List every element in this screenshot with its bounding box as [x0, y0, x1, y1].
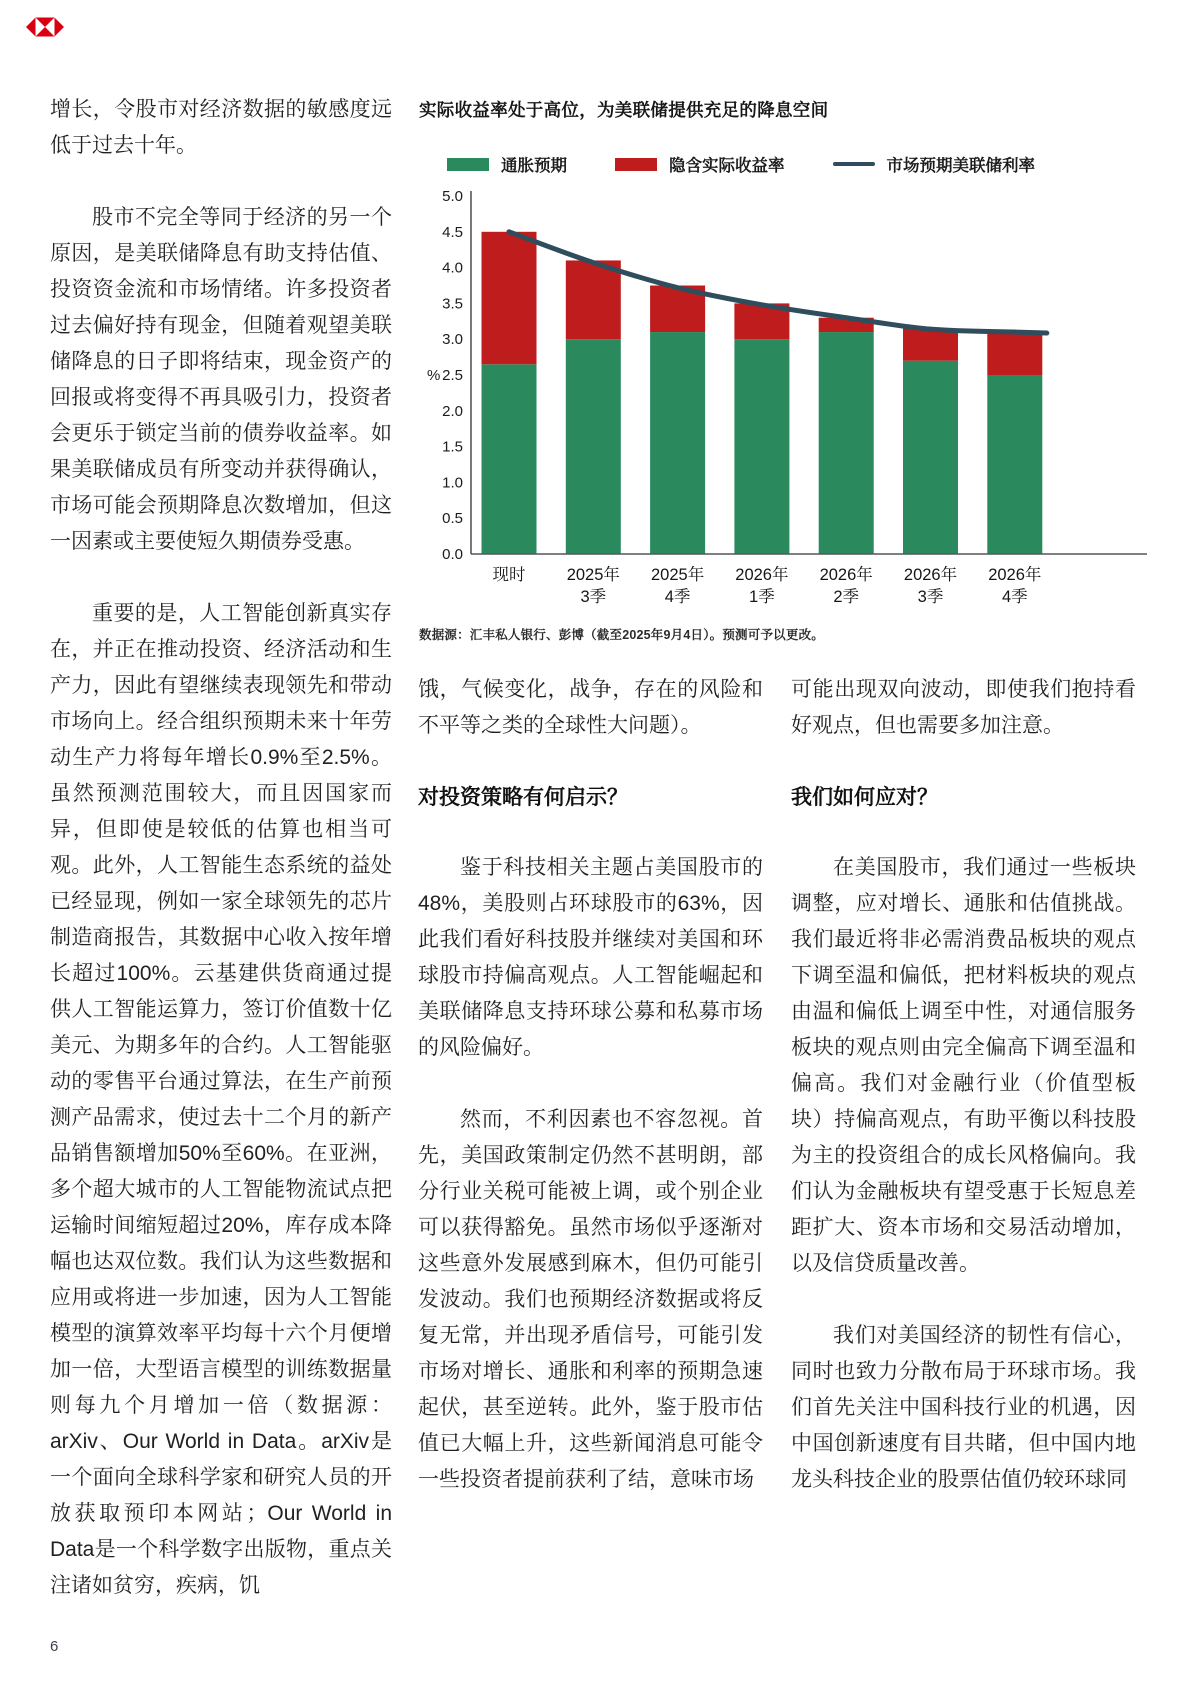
svg-text:2025年4季: 2025年 4季: [650, 566, 705, 606]
legend-swatch-line: [833, 162, 875, 167]
svg-text:0.0: 0.0: [442, 546, 463, 563]
svg-text:2026年2季: 2026年 2季: [819, 566, 873, 606]
svg-text:2026年4季: 2026年 4季: [988, 566, 1042, 606]
legend-label: 市场预期美联储利率: [886, 157, 1035, 175]
svg-text:现时: 现时: [492, 566, 526, 584]
legend-label: 隐含实际收益率: [669, 157, 785, 175]
legend-item-real-yield: [615, 152, 785, 176]
chart-title: 实际收益率处于高位，为美联储提供充足的降息空间: [419, 100, 829, 120]
svg-text:1.0: 1.0: [442, 474, 463, 492]
svg-text:2.0: 2.0: [442, 402, 463, 420]
body-paragraph: 然而，不利因素也不容忽视。首先，美国政策制定仍然不甚明朗，部分行业关税可能被上调，或个别企业可以获得豁免。虽然市场似乎逐渐对这些意外发展感到麻木，但仍可能引发波动。我们也预期经济数据或将反复无常，并出现矛盾信号，可能引发市场对增长、通胀和利率的预期急速起伏，甚至逆转。此外，鉴于股市估值已大幅上升，这些新闻消息可能令一些投资者提前获利了结，意味市场: [418, 1108, 763, 1491]
page-number: 6: [50, 1638, 59, 1655]
stacked-bar-line-chart: [419, 186, 1161, 616]
svg-text:3.0: 3.0: [442, 331, 463, 349]
chart-source-note: 数据源：汇丰私人银行、彭博（截至2025年9月4日）。预测可予以更改。: [419, 628, 824, 642]
chart-legend: [419, 152, 1161, 176]
legend-swatch-green: [447, 158, 489, 171]
middle-column: [418, 672, 763, 1534]
legend-item-inflation: [447, 152, 567, 176]
svg-text:3.5: 3.5: [442, 295, 463, 313]
svg-text:2026年3季: 2026年 3季: [903, 566, 958, 606]
body-paragraph: 增长，令股市对经济数据的敏感度远低于过去十年。: [50, 98, 392, 157]
legend-swatch-red: [615, 158, 657, 171]
hsbc-hexagon-icon: [26, 10, 64, 44]
right-column: [791, 672, 1136, 1534]
body-paragraph: 重要的是，人工智能创新真实存在，并正在推动投资、经济活动和生产力，因此有望继续表现领先和带动市场向上。经合组织预期未来十年劳动生产力将每年增长0.9%至2.5%。虽然预测范围较大，而且因国家而异，但即使是较低的估算也相当可观。此外，人工智能生态系统的益处已经显现，例如一家全球领先的芯片制造商报告，其数据中心收入按年增长超过100%。云基建供货商通过提供人工智能运算力，签订价值数十亿美元、为期多年的合约。人工智能驱动的零售平台通过算法，在生产前预测产品需求，使过去十二个月的新产品销售额增加50%至60%。在亚洲，多个超大城市的人工智能物流试点把运输时间缩短超过20%，库存成本降幅也达双位数。我们认为这些数据和应用或将进一步加速，因为人工智能模型的演算效率平均每十六个月便增加一倍，大型语言模型的训练数据量则每九个月增加一倍（数据源：arXiv、Our World in Data。arXiv是一个面向全球科学家和研究人员的开放获取预印本网站；Our World in Data是一个科学数字出版物，重点关注诸如贫穷，疾病，饥: [50, 602, 392, 1597]
svg-text:1.5: 1.5: [442, 438, 463, 456]
legend-label: 通胀预期: [501, 157, 567, 175]
left-column: [50, 92, 392, 1640]
svg-text:2025年3季: 2025年 3季: [566, 566, 620, 606]
svg-text:2026年1季: 2026年 1季: [735, 566, 789, 606]
legend-item-fed-rate: [833, 152, 1036, 176]
body-paragraph: 饿，气候变化，战争，存在的风险和不平等之类的全球性大问题）。: [418, 678, 763, 737]
body-paragraph: 在美国股市，我们通过一些板块调整，应对增长、通胀和估值挑战。我们最近将非必需消费品板块的观点下调至温和偏低，把材料板块的观点由温和偏低上调至中性，对通信服务板块的观点则由完全偏高下调至温和偏高。我们对金融行业（价值型板块）持偏高观点，有助平衡以科技股为主的投资组合的成长风格偏向。我们认为金融板块有望受惠于长短息差距扩大、资本市场和交易活动增加，以及信贷质量改善。: [791, 856, 1136, 1275]
body-paragraph: 鉴于科技相关主题占美国股市的48%，美股则占环球股市的63%，因此我们看好科技股并继续对美国和环球股市持偏高观点。人工智能崛起和美联储降息支持环球公募和私募市场的风险偏好。: [418, 856, 763, 1059]
body-paragraph: 股市不完全等同于经济的另一个原因，是美联储降息有助支持估值、投资资金流和市场情绪。许多投资者过去偏好持有现金，但随着观望美联储降息的日子即将结束，现金资产的回报或将变得不再具吸引力，投资者会更乐于锁定当前的债券收益率。如果美联储成员有所变动并获得确认，市场可能会预期降息次数增加，但这一因素或主要使短久期债券受惠。: [50, 206, 392, 553]
svg-text:4.0: 4.0: [442, 259, 463, 277]
body-paragraph: 我们对美国经济的韧性有信心，同时也致力分散布局于环球市场。我们首先关注中国科技行业的机遇，因中国创新速度有目共睹，但中国内地龙头科技企业的股票估值仍较环球同: [791, 1324, 1136, 1491]
svg-text:2.5: 2.5: [442, 367, 463, 384]
svg-text:4.5: 4.5: [442, 223, 463, 241]
svg-text:0.5: 0.5: [442, 510, 463, 528]
svg-text:%: %: [427, 367, 441, 384]
chart-block: [419, 97, 1161, 643]
svg-text:5.0: 5.0: [442, 188, 463, 205]
section-heading: 对投资策略有何启示？: [418, 786, 628, 809]
body-paragraph: 可能出现双向波动，即使我们抱持看好观点，但也需要多加注意。: [791, 678, 1136, 737]
section-heading: 我们如何应对？: [791, 786, 938, 809]
